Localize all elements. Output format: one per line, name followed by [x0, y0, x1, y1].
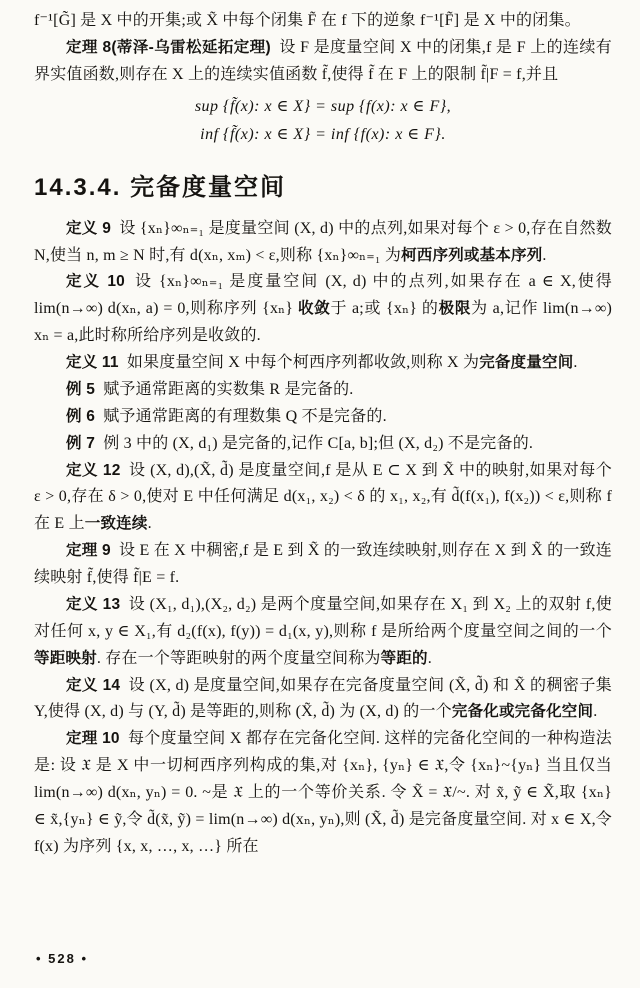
- paragraph-lead: 定理 8(蒂泽-乌雷松延拓定理): [66, 38, 271, 56]
- paragraph-lead: 定义 13: [66, 595, 121, 613]
- definition-11: 定义 11 如果度量空间 X 中每个柯西序列都收敛,则称 X 为完备度量空间.: [66, 354, 578, 371]
- example-6: 例 6 赋予通常距离的有理数集 Q 不是完备的.: [66, 407, 387, 425]
- definition-14: 定义 14 设 (X, d) 是度量空间,如果存在完备度量空间 (X̃, d̃) 和 X̃ 的稠密子集 Y,使得 (X, d) 与 (Y, d̃) 是等距的,则称 (X̃, d̃) 为 (X, d) 的一个完备化或完备化空间.: [34, 676, 612, 721]
- paragraph-lead: 定义 10: [66, 273, 125, 291]
- definition-12: 定义 12 设 (X, d),(X̃, d̃) 是度量空间,f 是从 E ⊂ X 到 X̃ 中的映射,如果对每个 ε > 0,存在 δ > 0,使对 E 中任何满足 d(x₁, x₂) < δ 的 x₁, x₂,有 d̃(f(x₁), f(x₂)) < ε,则称 f 在 E 上一致连续.: [34, 461, 612, 533]
- paragraph-lead: 定义 9: [66, 219, 112, 237]
- paragraph-lead: 例 6: [66, 407, 96, 425]
- section-heading: 14.3.4. 完备度量空间: [34, 173, 287, 201]
- theorem-8: 定理 8(蒂泽-乌雷松延拓定理) 设 F 是度量空间 X 中的闭集,f 是 F 上的连续有界实值函数,则存在 X 上的连续实值函数 f̃,使得 f̃ 在 F 上的限制 f̃|F = f,并且: [34, 38, 612, 83]
- definition-9: 定义 9 设 {xₙ}∞ₙ₌₁ 是度量空间 (X, d) 中的点列,如果对每个 ε > 0,存在自然数 N,使当 n, m ≥ N 时,有 d(xₙ, xₘ) < ε,则称 {xₙ}∞ₙ₌₁ 为柯西序列或基本序列.: [34, 219, 612, 264]
- paragraph-lead: 定义 14: [66, 676, 121, 694]
- paragraph-lead: 定义 12: [66, 461, 121, 479]
- paragraph-lead: 例 5: [66, 380, 96, 398]
- paragraph-lead: 定理 9: [66, 542, 111, 560]
- formula-line: sup {f̃(x): x ∈ X} = sup {f(x): x ∈ F},: [194, 97, 452, 115]
- paragraph-lead: 定义 11: [66, 354, 119, 371]
- paragraph-lead: 定理 10: [66, 730, 120, 748]
- sup-inf-formulas: [34, 93, 612, 149]
- example-5: 例 5 赋予通常距离的实数集 R 是完备的.: [66, 380, 354, 398]
- paragraph-lead: 例 7: [66, 434, 96, 452]
- definition-10: 定义 10 设 {xₙ}∞ₙ₌₁ 是度量空间 (X, d) 中的点列,如果存在 a ∈ X,使得 lim(n→∞) d(xₙ, a) = 0,则称序列 {xₙ} 收敛于 a;或 {xₙ} 的极限为 a,记作 lim(n→∞) xₙ = a,此时称所给序列是收敛的.: [34, 273, 612, 345]
- theorem-9: 定理 9 设 E 在 X 中稠密,f 是 E 到 X̃ 的一致连续映射,则存在 X 到 X̃ 的一致连续映射 f̃,使得 f̃|E = f.: [34, 542, 612, 586]
- page-number: • 528 •: [36, 951, 89, 966]
- example-7: 例 7 例 3 中的 (X, d₁) 是完备的,记作 C[a, b];但 (X, d₂) 不是完备的.: [66, 434, 534, 452]
- theorem-10: 定理 10 每个度量空间 X 都存在完备化空间. 这样的完备化空间的一种构造法是: 设 𝔛 是 X 中一切柯西序列构成的集,对 {xₙ}, {yₙ} ∈ 𝔛,令 {xₙ}~{yₙ} 当且仅当 lim(n→∞) d(xₙ, yₙ) = 0. ~是 𝔛 上的一个等价关系. 令 X̃ = 𝔛/~. 对 x̃, ỹ ∈ X̃,取 {xₙ} ∈ x̃,{yₙ} ∈ ỹ,令 d̃(x̃, ỹ) = lim(n→∞) d(xₙ, yₙ),则 (X̃, d̃) 是完备度量空间. 对 x ∈ X,令 f(x) 为序列 {x, x, …, x, …} 所在: [34, 730, 612, 855]
- definition-13: 定义 13 设 (X₁, d₁),(X₂, d₂) 是两个度量空间,如果存在 X₁ 到 X₂ 上的双射 f,使对任何 x, y ∈ X₁,有 d₂(f(x), f(y)) = d₁(x, y),则称 f 是所给两个度量空间之间的一个等距映射. 存在一个等距映射的两个度量空间称为等距的.: [34, 595, 612, 667]
- formula-line: inf {f̃(x): x ∈ X} = inf {f(x): x ∈ F}.: [200, 125, 446, 143]
- continued-paragraph: f⁻¹[G̃] 是 X 中的开集;或 X̃ 中每个闭集 F̃ 在 f 下的逆象 f⁻¹[F̃] 是 X 中的闭集。: [34, 12, 581, 29]
